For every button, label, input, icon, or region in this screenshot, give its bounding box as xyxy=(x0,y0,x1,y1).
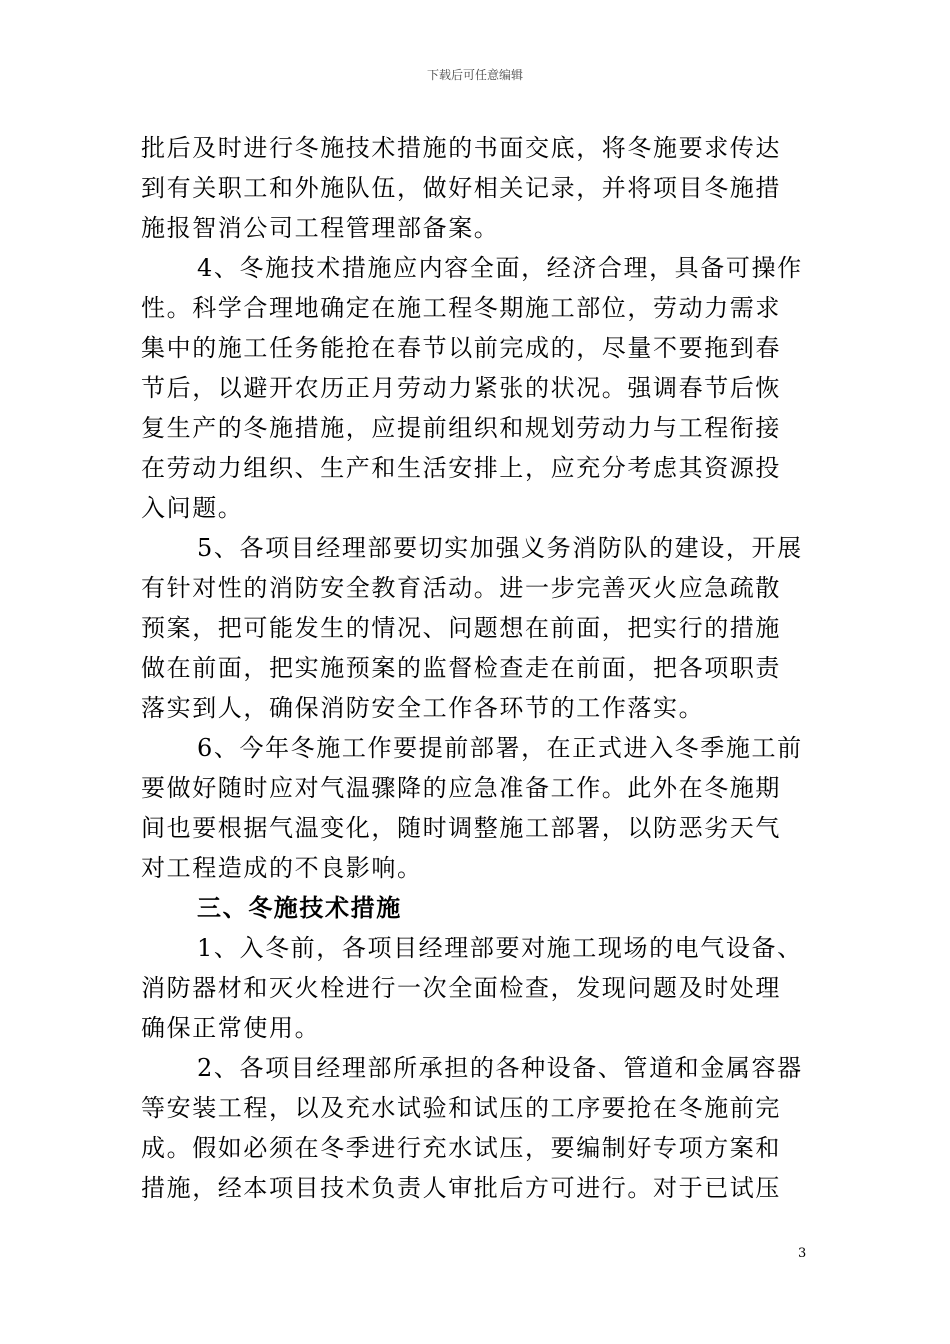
text-line: 消防器材和灭火栓进行一次全面检查，发现问题及时处理 xyxy=(141,974,781,1002)
text-line: 确保正常使用。 xyxy=(141,1014,321,1042)
text-line: 间也要根据气温变化，随时调整施工部署，以防恶劣天气 xyxy=(141,814,781,842)
text-line: 施报智消公司工程管理部备案。 xyxy=(141,214,500,242)
text-line: 预案，把可能发生的情况、问题想在前面，把实行的措施 xyxy=(141,614,781,642)
text-line: 入问题。 xyxy=(141,494,244,522)
text-line: 措施，经本项目技术负责人审批后方可进行。对于已试压 xyxy=(141,1174,781,1202)
page-header: 下载后可任意编辑 xyxy=(426,68,523,82)
text-line: 到有关职工和外施队伍，做好相关记录，并将项目冬施措 xyxy=(141,174,781,202)
text-line: 1、入冬前，各项目经理部要对施工现场的电气设备、 xyxy=(197,934,803,962)
text-line: 5、各项目经理部要切实加强义务消防队的建设，开展 xyxy=(197,534,803,562)
text-line: 在劳动力组织、生产和生活安排上，应充分考虑其资源投 xyxy=(141,454,781,482)
text-line: 复生产的冬施措施，应提前组织和规划劳动力与工程衔接 xyxy=(141,414,781,442)
text-line: 落实到人，确保消防安全工作各环节的工作落实。 xyxy=(141,694,705,722)
text-line: 2、各项目经理部所承担的各种设备、管道和金属容器 xyxy=(197,1054,803,1082)
document-body xyxy=(141,128,809,1208)
text-line: 有针对性的消防安全教育活动。进一步完善灭火应急疏散 xyxy=(141,574,781,602)
text-line: 对工程造成的不良影响。 xyxy=(141,854,423,882)
text-line: 集中的施工任务能抢在春节以前完成的，尽量不要拖到春 xyxy=(141,334,781,362)
text-line: 节后，以避开农历正月劳动力紧张的状况。强调春节后恢 xyxy=(141,374,781,402)
page-number: 3 xyxy=(798,1246,807,1261)
section-heading: 三、冬施技术措施 xyxy=(197,893,402,922)
text-line: 批后及时进行冬施技术措施的书面交底，将冬施要求传达 xyxy=(141,134,781,162)
text-line: 6、今年冬施工作要提前部署，在正式进入冬季施工前 xyxy=(197,734,803,762)
text-line: 性。科学合理地确定在施工程冬期施工部位，劳动力需求 xyxy=(141,294,781,322)
text-line: 要做好随时应对气温骤降的应急准备工作。此外在冬施期 xyxy=(141,774,781,802)
text-line: 等安装工程，以及充水试验和试压的工序要抢在冬施前完 xyxy=(141,1094,781,1122)
text-line: 做在前面，把实施预案的监督检查走在前面，把各项职责 xyxy=(141,654,781,682)
text-line: 成。假如必须在冬季进行充水试压，要编制好专项方案和 xyxy=(141,1134,781,1162)
text-line: 4、冬施技术措施应内容全面，经济合理，具备可操作 xyxy=(197,254,803,282)
